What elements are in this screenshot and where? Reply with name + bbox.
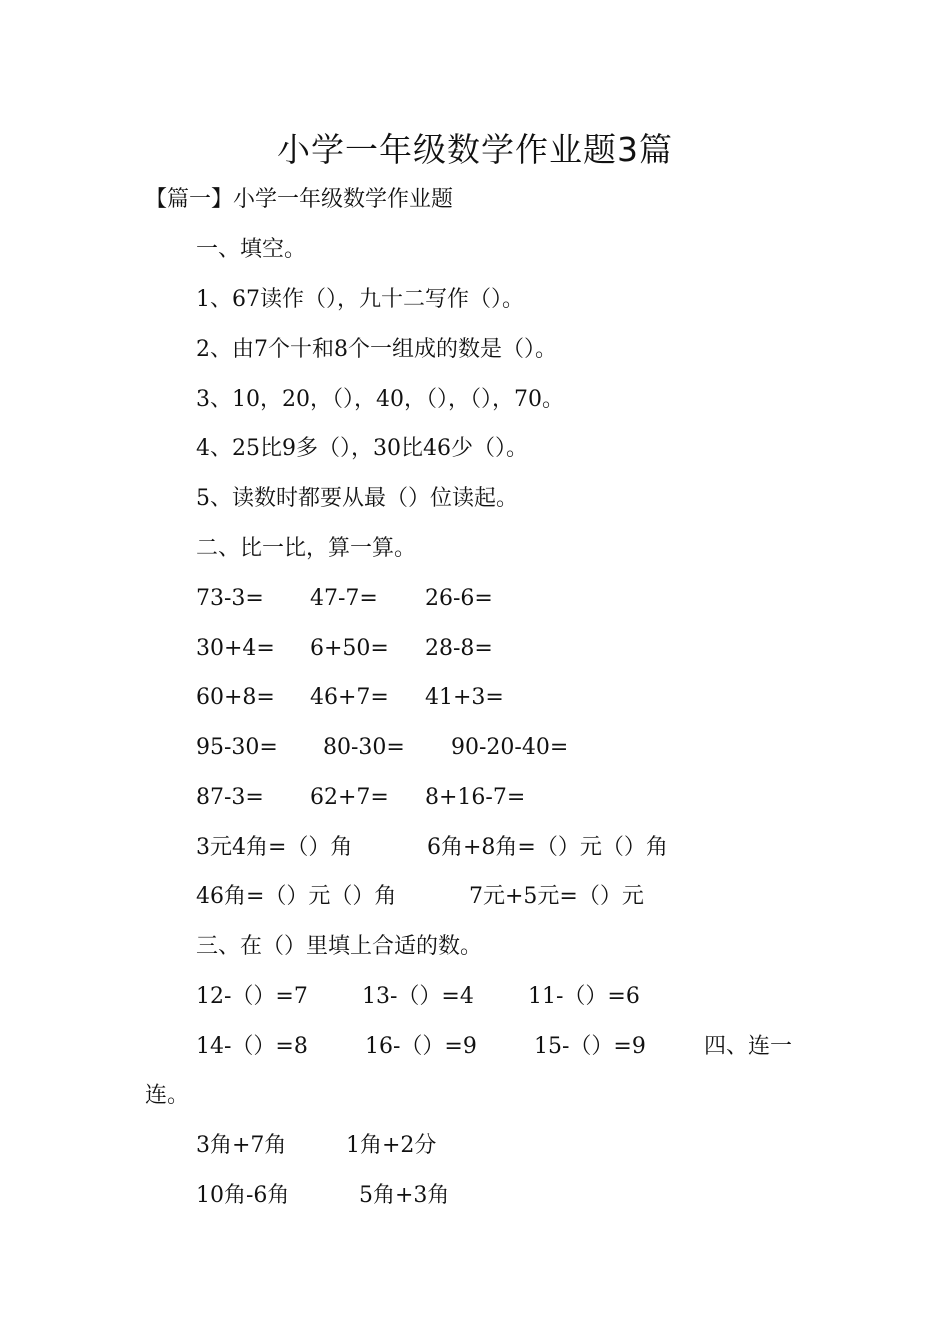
calc-item: 62+7=	[310, 785, 389, 810]
fill-item: 13-（）=4	[362, 984, 474, 1009]
question-1: 1、67读作（），九十二写作（）。	[196, 287, 524, 312]
question-5: 5、读数时都要从最（）位读起。	[196, 486, 518, 511]
calc-item: 28-8=	[425, 636, 493, 661]
calc-item: 41+3=	[425, 685, 504, 710]
money-item: 3元4角=（）角	[196, 835, 353, 860]
match-item: 1角+2分	[346, 1133, 437, 1158]
match-row	[196, 1181, 449, 1211]
calc-item: 73-3=	[196, 586, 264, 611]
calc-row	[196, 783, 525, 813]
part2-heading: 二、比一比，算一算。	[196, 536, 417, 561]
money-item: 7元+5元=（）元	[469, 884, 644, 909]
calc-item: 8+16-7=	[425, 785, 526, 810]
calc-row	[196, 683, 504, 713]
question-3: 3、10，20，（），40，（），（），70。	[196, 387, 564, 412]
calc-item: 6+50=	[310, 636, 389, 661]
calc-item: 46+7=	[310, 685, 389, 710]
fill-row	[196, 982, 640, 1012]
calc-item: 95-30=	[196, 735, 278, 760]
match-row	[196, 1131, 436, 1161]
match-item: 3角+7角	[196, 1133, 287, 1158]
part4-heading: 四、连一	[704, 1034, 793, 1059]
calc-item: 90-20-40=	[451, 735, 569, 760]
calc-item: 87-3=	[196, 785, 264, 810]
part1-heading: 一、填空。	[196, 237, 307, 262]
match-item: 10角-6角	[196, 1183, 290, 1208]
fill-item: 15-（）=9	[534, 1034, 646, 1059]
calc-item: 60+8=	[196, 685, 275, 710]
fill-item: 11-（）=6	[528, 984, 640, 1009]
fill-item: 12-（）=7	[196, 984, 308, 1009]
calc-item: 47-7=	[310, 586, 378, 611]
question-2: 2、由7个十和8个一组成的数是（）。	[196, 337, 557, 362]
money-row	[196, 833, 668, 863]
fill-item: 16-（）=9	[365, 1034, 477, 1059]
part4-heading-continued: 连。	[145, 1083, 190, 1108]
calc-row	[196, 733, 568, 763]
money-item: 6角+8角=（）元（）角	[427, 835, 668, 860]
section-heading: 【篇一】小学一年级数学作业题	[145, 187, 454, 212]
fill-row	[196, 1032, 792, 1062]
calc-item: 80-30=	[323, 735, 405, 760]
calc-row	[196, 634, 493, 664]
part3-heading: 三、在（）里填上合适的数。	[196, 934, 483, 959]
calc-row	[196, 584, 493, 614]
match-item: 5角+3角	[359, 1183, 450, 1208]
question-4: 4、25比9多（），30比46少（）。	[196, 436, 528, 461]
calc-item: 26-6=	[425, 586, 493, 611]
fill-item: 14-（）=8	[196, 1034, 308, 1059]
money-row	[196, 882, 644, 912]
calc-item: 30+4=	[196, 636, 275, 661]
money-item: 46角=（）元（）角	[196, 884, 397, 909]
document-title: 小学一年级数学作业题3篇	[277, 130, 673, 169]
